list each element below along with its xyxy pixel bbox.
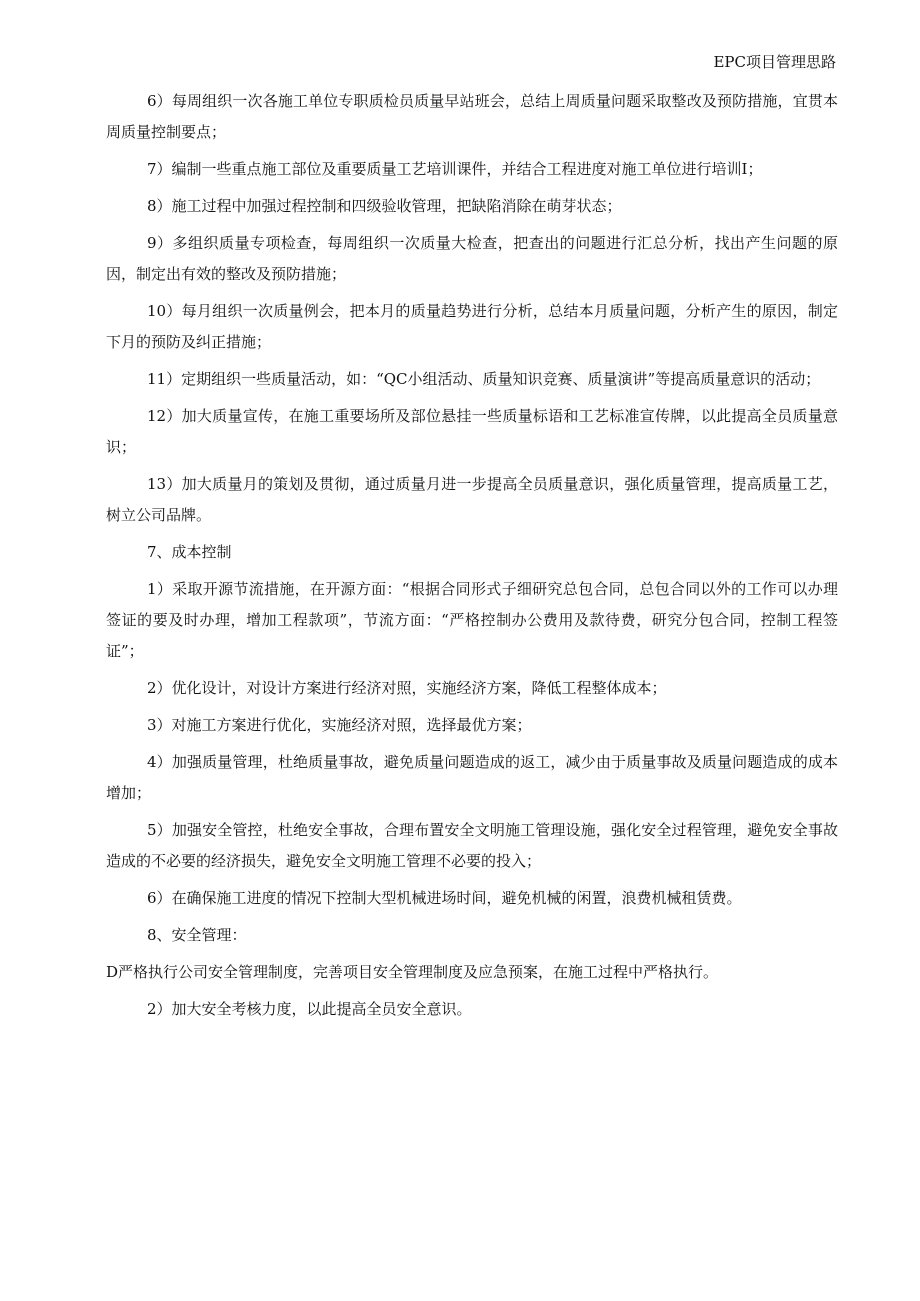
paragraph-cost-5: 5）加强安全管控，杜绝安全事故，合理布置安全文明施工管理设施，强化安全过程管理，避免安全事故造成的不必要的经济损失，避免安全文明施工管理不必要的投入； — [106, 821, 838, 870]
paragraph-quality-6: 6）每周组织一次各施工单位专职质检员质量早站班会，总结上周质量问题采取整改及预防措施，宜贯本周质量控制要点； — [106, 92, 838, 141]
paragraph-quality-8: 8）施工过程中加强过程控制和四级验收管理，把缺陷消除在萌芽状态； — [147, 197, 622, 215]
paragraph-cost-4: 4）加强质量管理，杜绝质量事故，避免质量问题造成的返工，减少由于质量事故及质量问题造成的成本增加； — [106, 753, 838, 802]
paragraph-cost-1: 1）采取开源节流措施，在开源方面：“根据合同形式子细研究总包合同，总包合同以外的工作可以办理签证的要及时办理，增加工程款项”，节流方面：“严格控制办公费用及款待费，研究分包合同，控制工程签证”； — [106, 580, 838, 660]
paragraph-safety-1: D严格执行公司安全管理制度，完善项目安全管理制度及应急预案，在施工过程中严格执行。 — [106, 963, 719, 981]
paragraph-cost-3: 3）对施工方案进行优化，实施经济对照，选择最优方案； — [147, 716, 532, 734]
paragraph-quality-9: 9）多组织质量专项检查，每周组织一次质量大检查，把查出的问题进行汇总分析，找出产生问题的原因，制定出有效的整改及预防措施； — [106, 234, 838, 283]
paragraph-cost-6: 6）在确保施工进度的情况下控制大型机械进场时间，避免机械的闲置，浪费机械租赁费。 — [147, 889, 742, 907]
paragraph-quality-11: 11）定期组织一些质量活动，如：“QC小组活动、质量知识竞赛、质量演讲”等提高质量意识的活动； — [147, 370, 821, 388]
paragraph-quality-7: 7）编制一些重点施工部位及重要质量工艺培训课件，并结合工程进度对施工单位进行培训I； — [147, 160, 763, 178]
paragraph-cost-2: 2）优化设计，对设计方案进行经济对照，实施经济方案，降低工程整体成本； — [147, 679, 667, 697]
paragraph-safety-2: 2）加大安全考核力度，以此提高全员安全意识。 — [147, 1000, 472, 1018]
paragraph-quality-10: 10）每月组织一次质量例会，把本月的质量趋势进行分析，总结本月质量问题，分析产生的原因，制定下月的预防及纠正措施； — [106, 302, 838, 351]
document-body — [106, 86, 838, 1031]
paragraph-quality-13: 13）加大质量月的策划及贯彻，通过质量月进一步提高全员质量意识，强化质量管理，提高质量工艺，树立公司品牌。 — [106, 475, 838, 524]
section-heading-safety-management: 8、安全管理： — [147, 926, 247, 944]
paragraph-quality-12: 12）加大质量宣传，在施工重要场所及部位悬挂一些质量标语和工艺标准宣传牌，以此提高全员质量意识； — [106, 407, 838, 456]
section-heading-cost-control: 7、成本控制 — [147, 543, 232, 561]
page-header-title: EPC项目管理思路 — [713, 53, 836, 71]
